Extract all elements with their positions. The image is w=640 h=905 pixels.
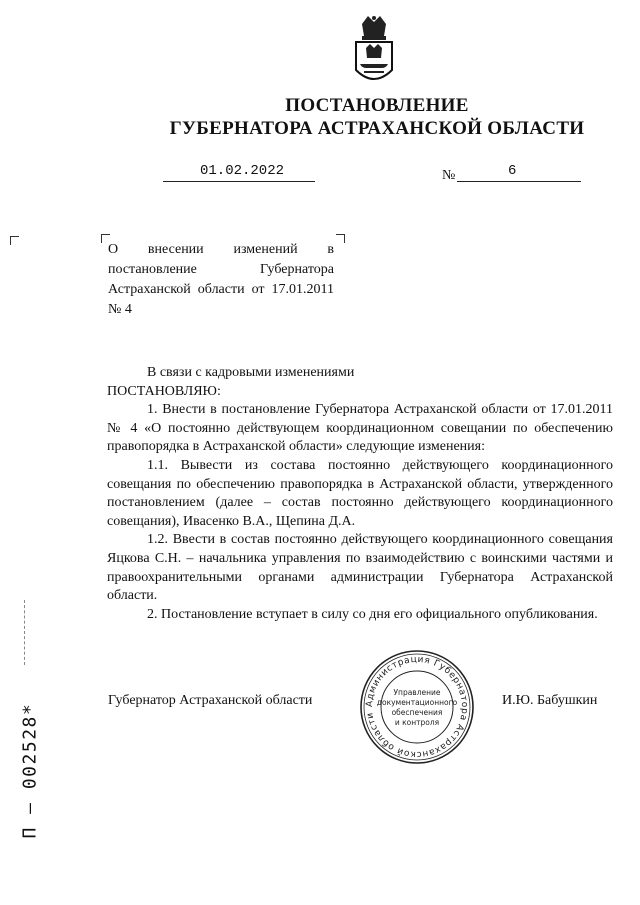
document-date: 01.02.2022 xyxy=(200,163,285,179)
margin-mark xyxy=(24,600,26,665)
document-title-line1: ПОСТАНОВЛЕНИЕ xyxy=(285,95,469,116)
document-number: 6 xyxy=(508,163,517,179)
corner-mark xyxy=(10,236,19,245)
number-sign: № xyxy=(442,168,456,183)
intro-paragraph: В связи с кадровыми изменениями xyxy=(147,365,355,380)
number-underline xyxy=(457,180,581,182)
stamp-line-1: Управление xyxy=(393,688,441,697)
paragraph-1-2: 1.2. Ввести в состав постоянно действующего координационного совещания Яцкова С.Н. – начальника управления по взаимодействию с воинскими частями и правоохранительными органами администрации Губернатора Астраханской области. xyxy=(107,532,613,604)
paragraph-2: 2. Постановление вступает в силу со дня его официального опубликования. xyxy=(147,606,598,622)
registration-code-text: П – 002528* xyxy=(19,702,41,839)
signatory-name: И.Ю. Бабушкин xyxy=(502,693,598,708)
registration-code xyxy=(18,700,42,840)
paragraph-1-1: 1.1. Вывести из состава постоянно действующего координационного совещания по обеспечению правопорядка в Астраханской области, утвержденного постановлением (далее – состав постоянно действующего координационного совещания), Ивасенко В.А., Щепина Д.А. xyxy=(107,457,613,529)
stamp-outer-text: Администрация Губернатора Астраханской области xyxy=(364,654,470,760)
document-subject: О внесении изменений в постановление Губернатора Астраханской области от 17.01.2011 № 4 xyxy=(108,242,334,317)
stamp-line-4: и контроля xyxy=(394,718,440,727)
decree-heading: ПОСТАНОВЛЯЮ: xyxy=(107,383,221,399)
signatory-position: Губернатор Астраханской области xyxy=(108,693,313,708)
date-underline xyxy=(163,180,315,182)
paragraph-1: 1. Внести в постановление Губернатора Астраханской области от 17.01.2011 № 4 «О постоянно действующем координационном совещании по обеспечению правопорядка в Астраханской области» следующие изменения: xyxy=(107,402,613,455)
document-title-line2: ГУБЕРНАТОРА АСТРАХАНСКОЙ ОБЛАСТИ xyxy=(169,118,585,139)
corner-mark xyxy=(336,234,345,243)
coat-of-arms-emblem xyxy=(348,14,400,92)
stamp-line-2: документационного xyxy=(376,698,458,707)
stamp-line-3: обеспечения xyxy=(391,708,443,717)
official-stamp xyxy=(359,649,475,765)
document-body xyxy=(107,364,613,624)
